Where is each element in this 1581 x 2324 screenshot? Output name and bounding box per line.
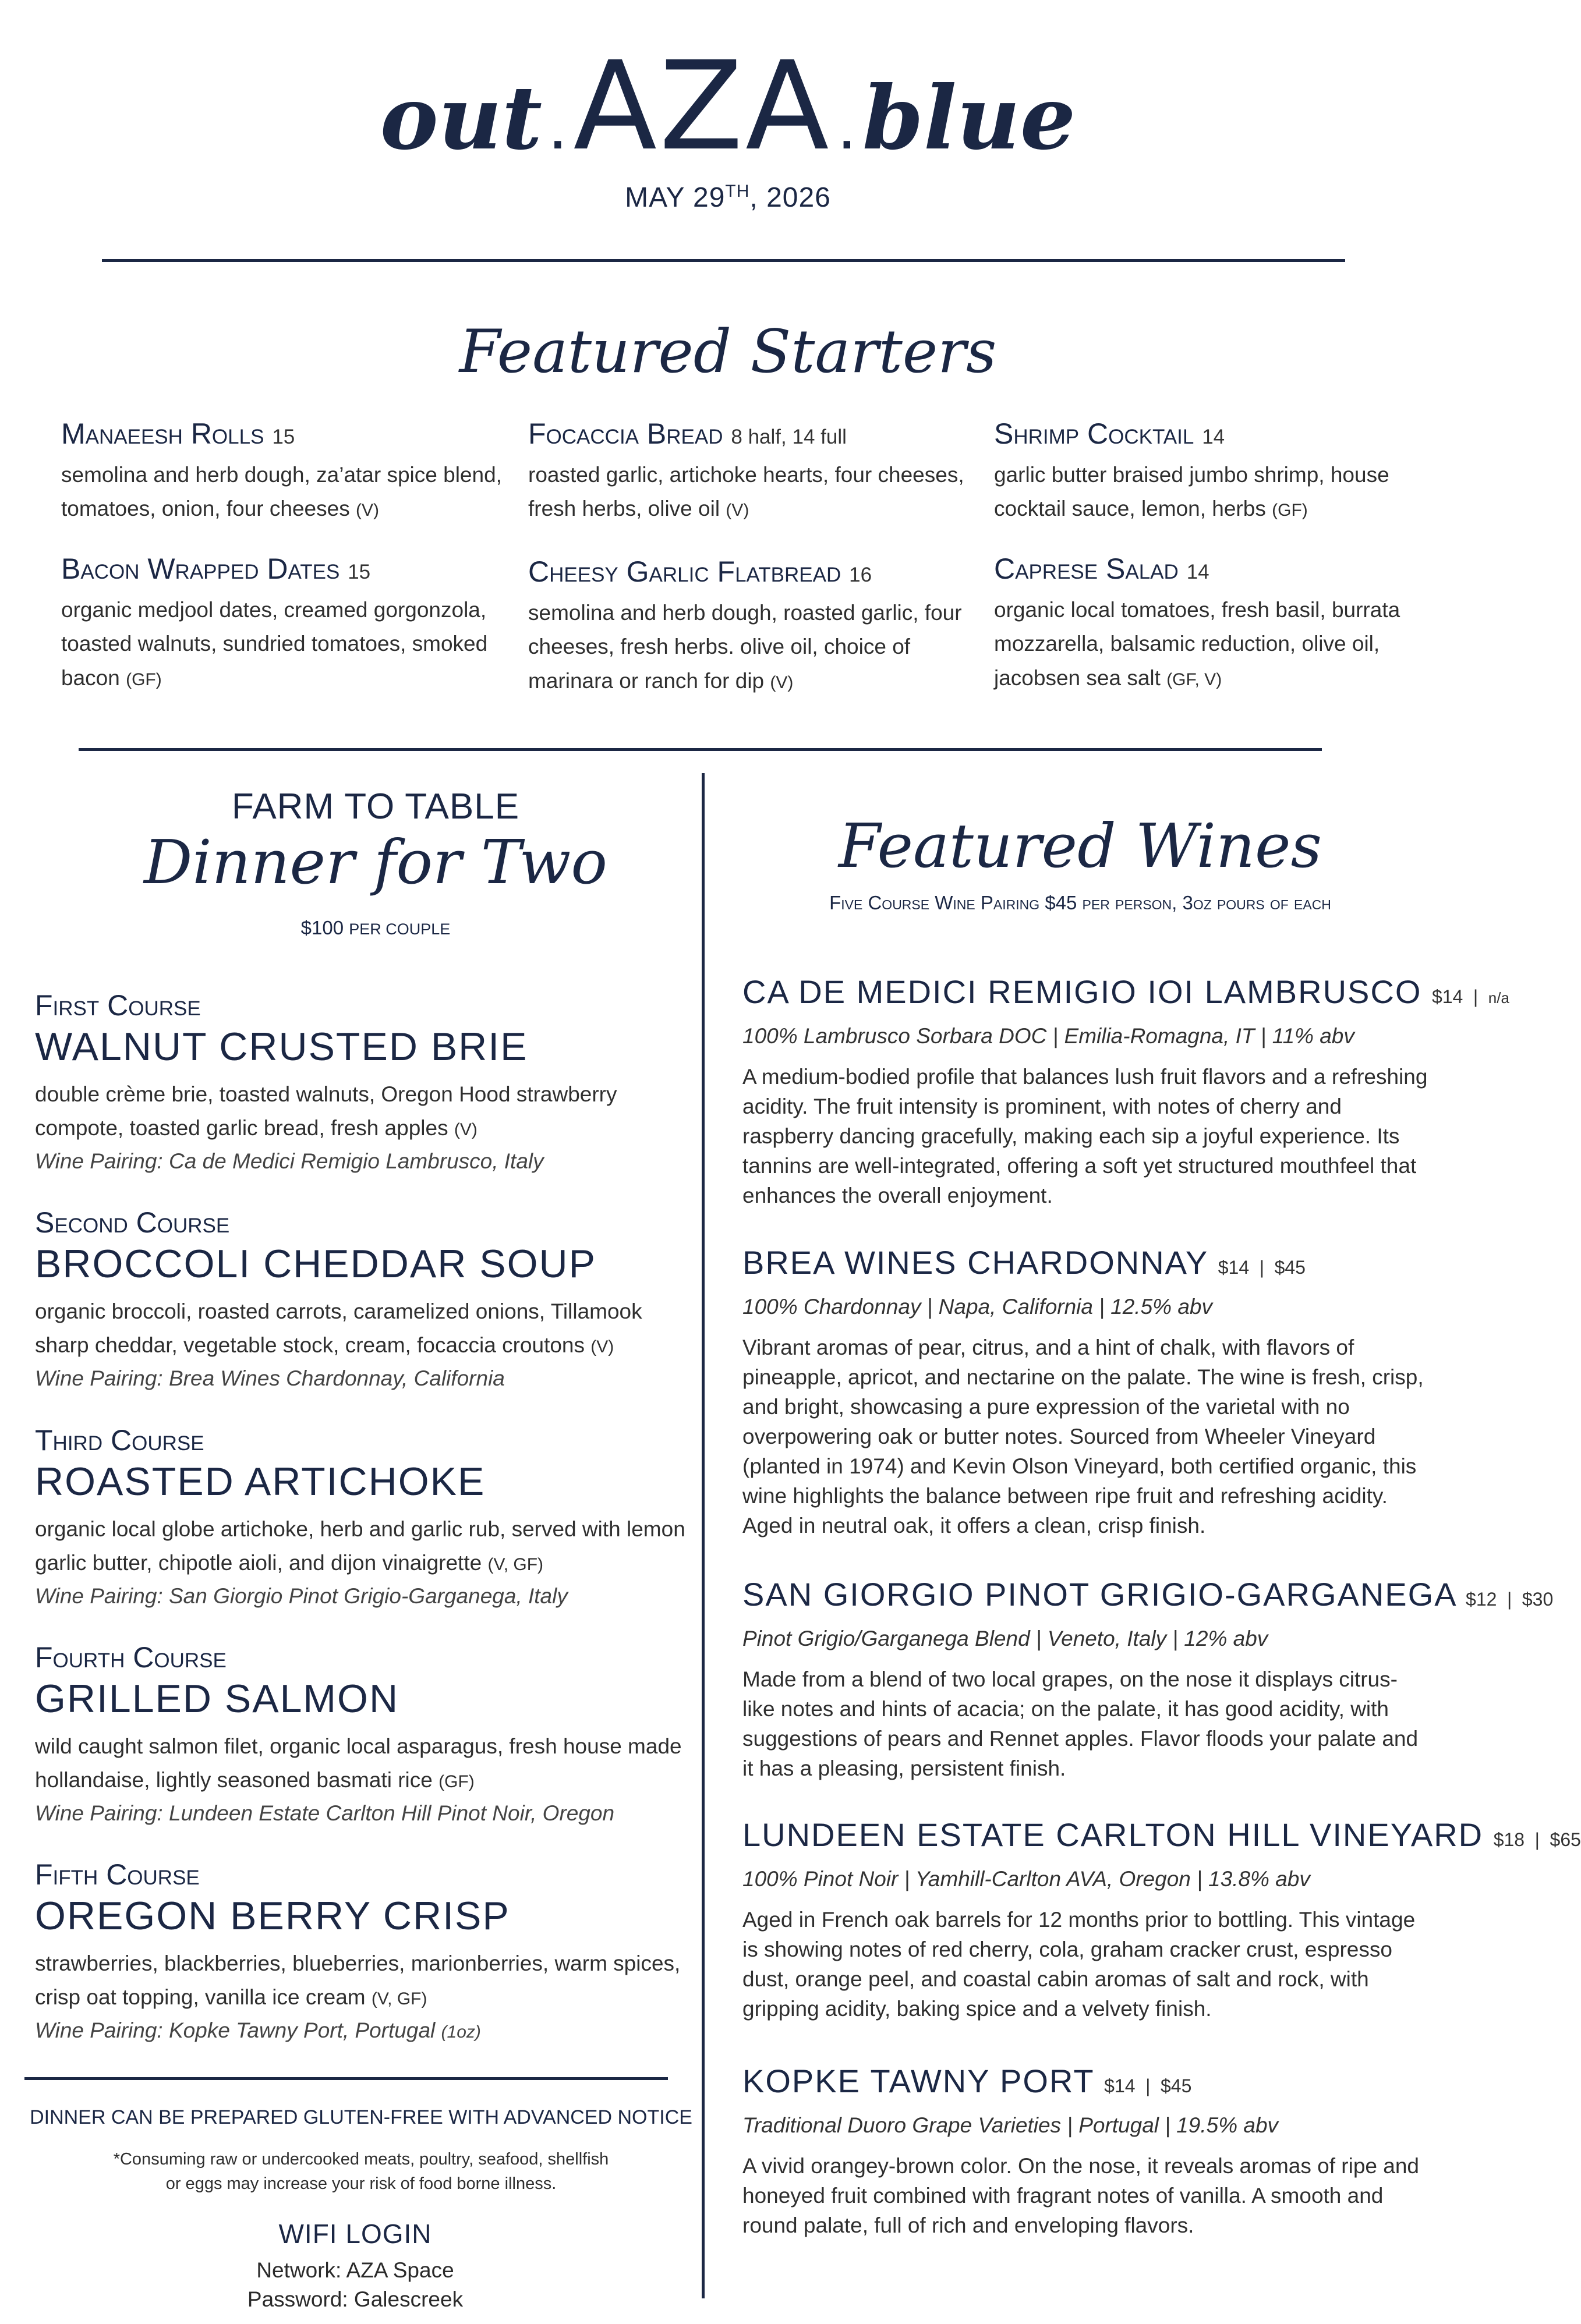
wine-glass-price: $14	[1104, 2075, 1136, 2096]
wine-desc: A vivid orangey-brown color. On the nose, it reveals aromas of ripe and honeyed fruit combined with fragrant notes of vanilla. A smooth and round palate, full of rich and enveloping flavors.	[742, 2154, 1419, 2238]
starter-item	[994, 553, 1437, 695]
course-tag: (GF)	[438, 1772, 475, 1791]
wine-glass-price: $12	[1466, 1589, 1497, 1610]
dinner-price-unit: PER COUPLE	[349, 920, 451, 938]
starter-item	[61, 418, 504, 526]
wine-item	[742, 1816, 1581, 2024]
starter-tag: (V)	[726, 501, 749, 520]
wifi-password: Password: Galescreek	[247, 2287, 464, 2311]
starter-desc: semolina and herb dough, roasted garlic, four cheeses, fresh herbs. olive oil, choice of marinara or ranch for dip	[528, 601, 962, 693]
gluten-notice: DINNER CAN BE PREPARED GLUTEN-FREE WITH ADVANCED NOTICE	[30, 2106, 692, 2128]
starter-item	[61, 553, 504, 695]
wine-meta: 100% Chardonnay | Napa, California | 12.5% abv	[742, 1295, 1212, 1319]
dinner-price	[0, 917, 751, 939]
course-tag: (V)	[454, 1120, 478, 1139]
course-block	[35, 990, 693, 1178]
wine-meta: 100% Pinot Noir | Yamhill-Carlton AVA, Oregon | 13.8% abv	[742, 1867, 1310, 1891]
starter-tag: (GF)	[126, 669, 162, 689]
wine-desc: A medium-bodied profile that balances lush fruit flavors and a refreshing acidity. The fruit intensity is prominent, with notes of cherry and raspberry dancing gracefully, making each sip a joyful experience. Its tannins are well-integrated, offering a soft yet structured mouthfeel that enhances the overall enjoyment.	[742, 1065, 1428, 1208]
starter-desc: organic medjool dates, creamed gorgonzola, toasted walnuts, sundried tomatoes, smoked bacon	[61, 598, 488, 690]
dinner-kicker: FARM TO TABLE	[231, 787, 520, 827]
wine-desc: Aged in French oak barrels for 12 months prior to bottling. This vintage is showing notes of red cherry, cola, graham cracker crust, espresso dust, orange peel, and coastal cabin aromas of salt and rock, with gripping acidity, baking spice and a velvety finish.	[742, 1908, 1416, 2021]
course-pairing-note: (1oz)	[441, 2022, 481, 2042]
starter-name: Bacon Wrapped Dates	[61, 552, 340, 585]
starter-name: Focaccia Bread	[528, 417, 723, 450]
wine-name: BREA WINES CHARDONNAY	[742, 1244, 1208, 1281]
wifi-network: Network: AZA Space	[256, 2258, 454, 2282]
brand-left: out	[380, 67, 543, 169]
brand-right: blue	[862, 67, 1076, 169]
course-tag: (V, GF)	[487, 1554, 544, 1574]
course-pairing: Wine Pairing: Ca de Medici Remigio Lambrusco, Italy	[35, 1149, 544, 1173]
date-year: , 2026	[749, 182, 831, 213]
warning-line-2: or eggs may increase your risk of food borne illness.	[165, 2174, 557, 2194]
price-separator: |	[1534, 1829, 1540, 1850]
course-desc: strawberries, blackberries, blueberries, marionberries, warm spices, crisp oat topping, vanilla ice cream	[35, 1951, 681, 2009]
brand-center: AZA	[573, 35, 832, 178]
wine-glass-price: $14	[1431, 986, 1463, 1007]
starter-price: 14	[1202, 426, 1225, 448]
brand-dot-left: .	[548, 86, 568, 164]
course-title: GRILLED SALMON	[35, 1677, 399, 1721]
wines-title: Featured Wines	[839, 810, 1322, 881]
price-separator: |	[1507, 1589, 1512, 1610]
course-label: Third Course	[35, 1424, 204, 1457]
date-main: MAY 29	[625, 182, 726, 213]
dinner-title: Dinner for Two	[143, 827, 608, 898]
course-tag: (V)	[590, 1337, 614, 1356]
brand-logo	[0, 35, 1456, 178]
course-pairing: Wine Pairing: Lundeen Estate Carlton Hill Pinot Noir, Oregon	[35, 1801, 615, 1825]
course-title: WALNUT CRUSTED BRIE	[35, 1025, 528, 1069]
course-tag: (V, GF)	[371, 1989, 427, 2008]
wine-name: LUNDEEN ESTATE CARLTON HILL VINEYARD	[742, 1816, 1484, 1853]
date-sup: TH	[725, 182, 750, 201]
starter-desc: organic local tomatoes, fresh basil, burrata mozzarella, balsamic reduction, olive oil, jacobsen sea salt	[994, 598, 1400, 690]
course-title: BROCCOLI CHEDDAR SOUP	[35, 1242, 596, 1286]
warning-line-1: *Consuming raw or undercooked meats, poultry, seafood, shellfish	[113, 2150, 609, 2169]
menu-date	[0, 182, 1456, 214]
starter-desc: semolina and herb dough, za’atar spice blend, tomatoes, onion, four cheeses	[61, 463, 502, 521]
wifi-title: WIFI LOGIN	[278, 2219, 432, 2249]
wine-desc: Vibrant aromas of pear, citrus, and a hint of chalk, with flavors of pineapple, apricot, and nectarine on the palate. The wine is fresh, crisp, and bright, showcasing a pure expression of the varietal with no overpowering oak or butter notes. Sourced from Wheeler Vineyard (planted in 1974) and Kevin Olson Vineyard, both certified organic, this wine highlights the balance between ripe fruit and refreshing acidity. Aged in neutral oak, it offers a clean, crisp finish.	[742, 1335, 1424, 1538]
starter-name: Manaeesh Rolls	[61, 417, 264, 450]
starter-tag: (GF, V)	[1166, 669, 1222, 689]
wine-name: SAN GIORGIO PINOT GRIGIO-GARGANEGA	[742, 1576, 1456, 1613]
course-title: OREGON BERRY CRISP	[35, 1894, 510, 1938]
starter-tag: (V)	[355, 501, 379, 520]
course-label: Fifth Course	[35, 1858, 200, 1891]
starter-price: 15	[348, 561, 371, 583]
course-desc: wild caught salmon filet, organic local asparagus, fresh house made hollandaise, lightly seasoned basmati rice	[35, 1734, 682, 1792]
wine-item	[742, 973, 1509, 1210]
wine-glass-price: $14	[1218, 1257, 1250, 1278]
wine-glass-price: $18	[1493, 1829, 1525, 1850]
brand-dot-right: .	[837, 86, 857, 164]
starter-price: 15	[272, 426, 295, 448]
wine-meta: 100% Lambrusco Sorbara DOC | Emilia-Romagna, IT | 11% abv	[742, 1024, 1354, 1048]
wine-bottle-price: $65	[1550, 1829, 1581, 1850]
wine-meta: Traditional Duoro Grape Varieties | Portugal | 19.5% abv	[742, 2113, 1279, 2138]
wine-bottle-price: $45	[1274, 1257, 1306, 1278]
header-divider	[102, 259, 1345, 262]
starter-price: 16	[849, 564, 872, 586]
price-separator: |	[1145, 2075, 1151, 2096]
starter-item	[528, 418, 971, 526]
wine-item	[742, 2063, 1430, 2240]
price-separator: |	[1473, 986, 1479, 1007]
course-label: Fourth Course	[35, 1641, 227, 1674]
starter-name: Shrimp Cocktail	[994, 417, 1194, 450]
wifi-details	[0, 2256, 710, 2314]
course-block	[35, 1859, 693, 2047]
wine-name: KOPKE TAWNY PORT	[742, 2063, 1094, 2099]
wine-bottle-price: $45	[1160, 2075, 1192, 2096]
starter-price: 14	[1186, 561, 1209, 583]
starters-divider	[79, 748, 1322, 751]
starter-price: 8 half, 14 full	[731, 426, 847, 448]
course-block	[35, 1207, 693, 1395]
health-warning	[0, 2147, 722, 2196]
wine-meta: Pinot Grigio/Garganega Blend | Veneto, Italy | 12% abv	[742, 1627, 1268, 1651]
starters-title: Featured Starters	[459, 317, 997, 387]
starter-tag: (GF)	[1272, 501, 1308, 520]
starter-name: Caprese Salad	[994, 552, 1179, 585]
course-block	[35, 1642, 693, 1830]
wine-item	[742, 1244, 1430, 1541]
course-pairing: Wine Pairing: Kopke Tawny Port, Portugal	[35, 2018, 436, 2042]
starter-tag: (V)	[770, 672, 794, 692]
starter-desc: garlic butter braised jumbo shrimp, house cocktail sauce, lemon, herbs	[994, 463, 1389, 521]
wine-item	[742, 1576, 1554, 1783]
dinner-price-value: $100	[300, 917, 344, 938]
wine-desc: Made from a blend of two local grapes, on the nose it displays citrus-like notes and hints of acacia; on the palate, it has good acidity, with suggestions of pears and Rennet apples. Flavor floods your palate and it has a pleasing, persistent finish.	[742, 1667, 1419, 1781]
wine-bottle-price: $30	[1522, 1589, 1554, 1610]
wine-name: CA DE MEDICI REMIGIO IOI LAMBRUSCO	[742, 973, 1422, 1010]
course-block	[35, 1425, 693, 1613]
course-label: Second Course	[35, 1206, 230, 1239]
course-desc: organic broccoli, roasted carrots, caramelized onions, Tillamook sharp cheddar, vegetable stock, cream, focaccia croutons	[35, 1299, 642, 1357]
course-desc: double crème brie, toasted walnuts, Oregon Hood strawberry compote, toasted garlic bread, fresh apples	[35, 1082, 617, 1140]
starter-name: Cheesy Garlic Flatbread	[528, 555, 841, 588]
wines-subtitle: Five Course Wine Pairing $45 per person, 3oz pours of each	[829, 892, 1331, 913]
course-title: ROASTED ARTICHOKE	[35, 1459, 486, 1504]
price-separator: |	[1259, 1257, 1265, 1278]
column-divider	[702, 773, 705, 2298]
footer-divider	[24, 2077, 668, 2080]
course-desc: organic local globe artichoke, herb and garlic rub, served with lemon garlic butter, chipotle aioli, and dijon vinaigrette	[35, 1517, 685, 1575]
course-label: First Course	[35, 989, 201, 1022]
starter-item	[994, 418, 1437, 526]
course-pairing: Wine Pairing: Brea Wines Chardonnay, California	[35, 1366, 505, 1390]
starter-item	[528, 556, 971, 698]
starter-desc: roasted garlic, artichoke hearts, four cheeses, fresh herbs, olive oil	[528, 463, 964, 521]
course-pairing: Wine Pairing: San Giorgio Pinot Grigio-Garganega, Italy	[35, 1583, 568, 1608]
wine-bottle-price: n/a	[1488, 989, 1509, 1007]
